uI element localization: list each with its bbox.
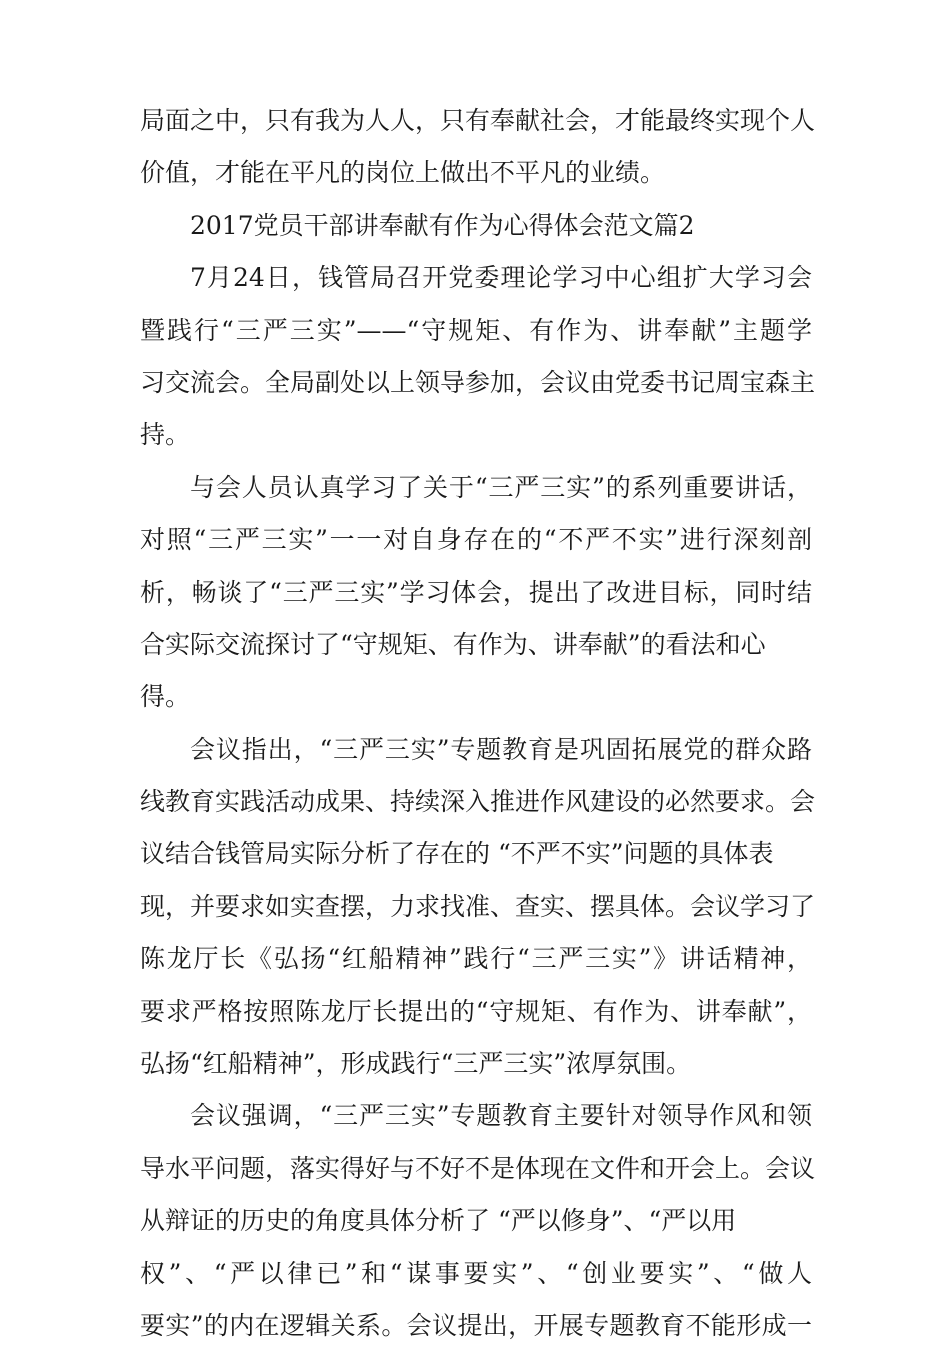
text-line: 7月24日，钱管局召开党委理论学习中心组扩大学习会 [190, 263, 812, 293]
text-line: 对照“三严三实”一一对自身存在的“不严不实”进行深刻剖 [140, 525, 812, 555]
text-line: 暨践行“三严三实”——“守规矩、有作为、讲奉献”主题学 [140, 315, 812, 345]
text-line: 导水平问题，落实得好与不好不是体现在文件和开会上。会议 [140, 1153, 816, 1183]
text-line: 合实际交流探讨了“守规矩、有作为、讲奉献”的看法和心 [140, 629, 766, 659]
text-line: 弘扬“红船精神”，形成践行“三严三实”浓厚氛围。 [140, 1049, 692, 1079]
document-body [140, 103, 816, 1360]
text-line: 局面之中，只有我为人人，只有奉献社会，才能最终实现个人 [140, 106, 816, 135]
text-line: 得。 [140, 682, 191, 712]
text-line: 与会人员认真学习了关于“三严三实”的系列重要讲话， [190, 472, 812, 502]
text-line: 会议指出，“三严三实”专题教育是巩固拓展党的群众路 [190, 734, 812, 764]
text-line: 要求严格按照陈龙厅长提出的“守规矩、有作为、讲奉献”， [140, 996, 812, 1026]
text-line: 议结合钱管局实际分析了存在的 “不严不实”问题的具体表 [140, 839, 774, 869]
text-line: 2017党员干部讲奉献有作为心得体会范文篇2 [190, 210, 695, 240]
text-line: 陈龙厅长《弘扬“红船精神”践行“三严三实”》讲话精神， [140, 944, 812, 974]
text-line: 价值，才能在平凡的岗位上做出不平凡的业绩。 [140, 158, 666, 188]
text-line: 权”、“严以律已”和“谋事要实”、“创业要实”、“做人 [140, 1258, 812, 1288]
text-line: 要实”的内在逻辑关系。会议提出，开展专题教育不能形成一 [140, 1310, 812, 1340]
text-line: 从辩证的历史的角度具体分析了 “严以修身”、“严以用 [140, 1206, 737, 1236]
text-line: 析，畅谈了“三严三实”学习体会，提出了改进目标，同时结 [140, 577, 812, 607]
text-line: 会议强调，“三严三实”专题教育主要针对领导作风和领 [190, 1101, 812, 1131]
text-line: 线教育实践活动成果、持续深入推进作风建设的必然要求。会 [140, 787, 816, 817]
text-line: 习交流会。全局副处以上领导参加，会议由党委书记周宝森主 [140, 367, 816, 397]
text-line: 持。 [140, 420, 191, 450]
text-line: 现，并要求如实查摆，力求找准、查实、摆具体。会议学习了 [140, 891, 816, 921]
